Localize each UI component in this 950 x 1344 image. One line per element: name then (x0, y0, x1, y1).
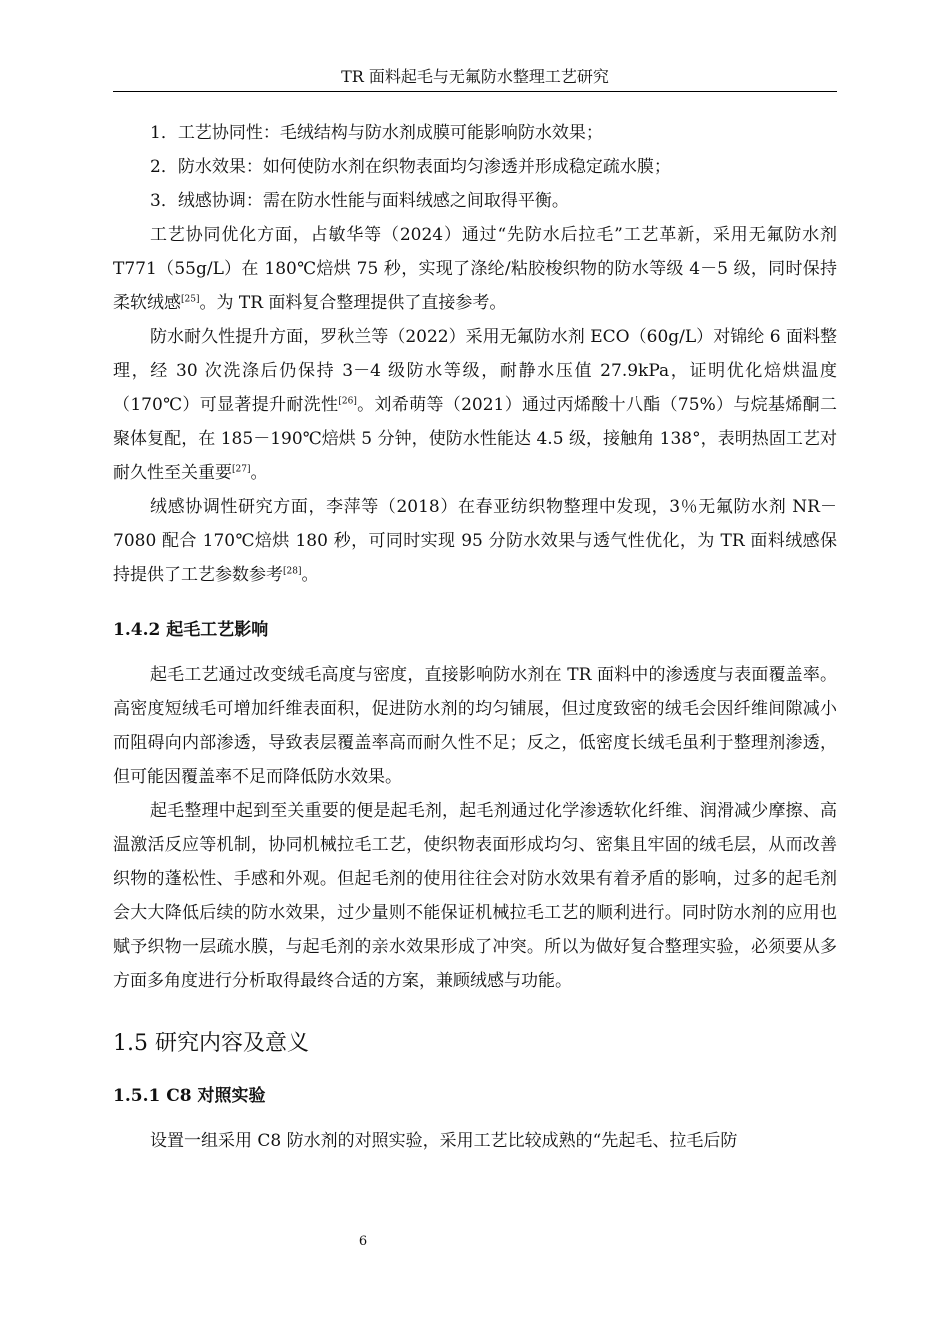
citation: [26] (338, 396, 357, 407)
paragraph-text: 。为 TR 面料复合整理提供了直接参考。 (199, 293, 507, 313)
list-item: 1．工艺协同性：毛绒结构与防水剂成膜可能影响防水效果； (150, 123, 603, 143)
citation: [27] (232, 464, 251, 475)
paragraph-text: 防水耐久性提升方面，罗秋兰等（2022）采用无氟防水剂 ECO（60g/L）对锦纶 6 面料整理，经 30 次洗涤后仍保持 3－4 级防水等级，耐静水压值 27.9kPa，证明优化焙烘温度（170℃）可显著提升耐洗性 (113, 327, 837, 415)
page-body (113, 116, 837, 1158)
page-number: 6 (358, 1234, 368, 1249)
citation: [28] (283, 566, 302, 577)
paragraph-raising-effect: 起毛工艺通过改变绒毛高度与密度，直接影响防水剂在 TR 面料中的渗透度与表面覆盖率。高密度短绒毛可增加纤维表面积，促进防水剂的均匀铺展，但过度致密的绒毛会因纤维间隙减小而阻碍向内部渗透，导致表层覆盖率高而耐久性不足；反之，低密度长绒毛虽利于整理剂渗透，但可能因覆盖率不足而降低防水效果。 (113, 665, 837, 787)
paragraph-text: 。 (250, 463, 268, 483)
running-header: TR 面料起毛与无氟防水整理工艺研究 (341, 67, 609, 86)
section-heading-1-5: 1.5 研究内容及意义 (113, 1031, 309, 1056)
paragraph-raising-agent: 起毛整理中起到至关重要的便是起毛剂，起毛剂通过化学渗透软化纤维、润滑减少摩擦、高温激活反应等机制，协同机械拉毛工艺，使织物表面形成均匀、密集且牢固的绒毛层，从而改善织物的蓬松性、手感和外观。但起毛剂的使用往往会对防水效果有着矛盾的影响，过多的起毛剂会大大降低后续的防水效果，过少量则不能保证机械拉毛工艺的顺利进行。同时防水剂的应用也赋予织物一层疏水膜，与起毛剂的亲水效果形成了冲突。所以为做好复合整理实验，必须要从多方面多角度进行分析取得最终合适的方案，兼顾绒感与功能。 (113, 801, 837, 991)
paragraph-hand-feel (113, 490, 837, 592)
list-item: 3．绒感协调：需在防水性能与面料绒感之间取得平衡。 (150, 191, 569, 211)
list-item: 2．防水效果：如何使防水剂在织物表面均匀渗透并形成稳定疏水膜； (150, 157, 671, 177)
paragraph-text: 。 (301, 565, 319, 585)
paragraph-text: 。刘希萌等（2021）通过丙烯酸十八酯（75%）与烷基烯酮二聚体复配，在 185－190℃焙烘 5 分钟，使防水性能达 4.5 级，接触角 138°，表明热固工艺对耐久性至关重要 (113, 395, 837, 483)
paragraph-durability (113, 320, 837, 490)
paragraph-text: 工艺协同优化方面，占敏华等（2024）通过“先防水后拉毛”工艺革新，采用无氟防水剂 T771（55g/L）在 180℃焙烘 75 秒，实现了涤纶/粘胶梭织物的防水等级 4－5 级，同时保持柔软绒感 (113, 225, 837, 313)
subsection-heading-1-5-1: 1.5.1 C8 对照实验 (113, 1086, 266, 1106)
citation: [25] (181, 294, 200, 305)
header-divider (113, 91, 837, 92)
paragraph-c8-control: 设置一组采用 C8 防水剂的对照实验，采用工艺比较成熟的“先起毛、拉毛后防 (150, 1131, 738, 1151)
subsection-heading-1-4-2: 1.4.2 起毛工艺影响 (113, 620, 269, 640)
paragraph-process-synergy (113, 218, 837, 320)
paragraph-text: 绒感协调性研究方面，李萍等（2018）在春亚纺织物整理中发现，3％无氟防水剂 NR－7080 配合 170℃焙烘 180 秒，可同时实现 95 分防水效果与透气性优化，为 TR 面料绒感保持提供了工艺参数参考 (113, 497, 837, 585)
